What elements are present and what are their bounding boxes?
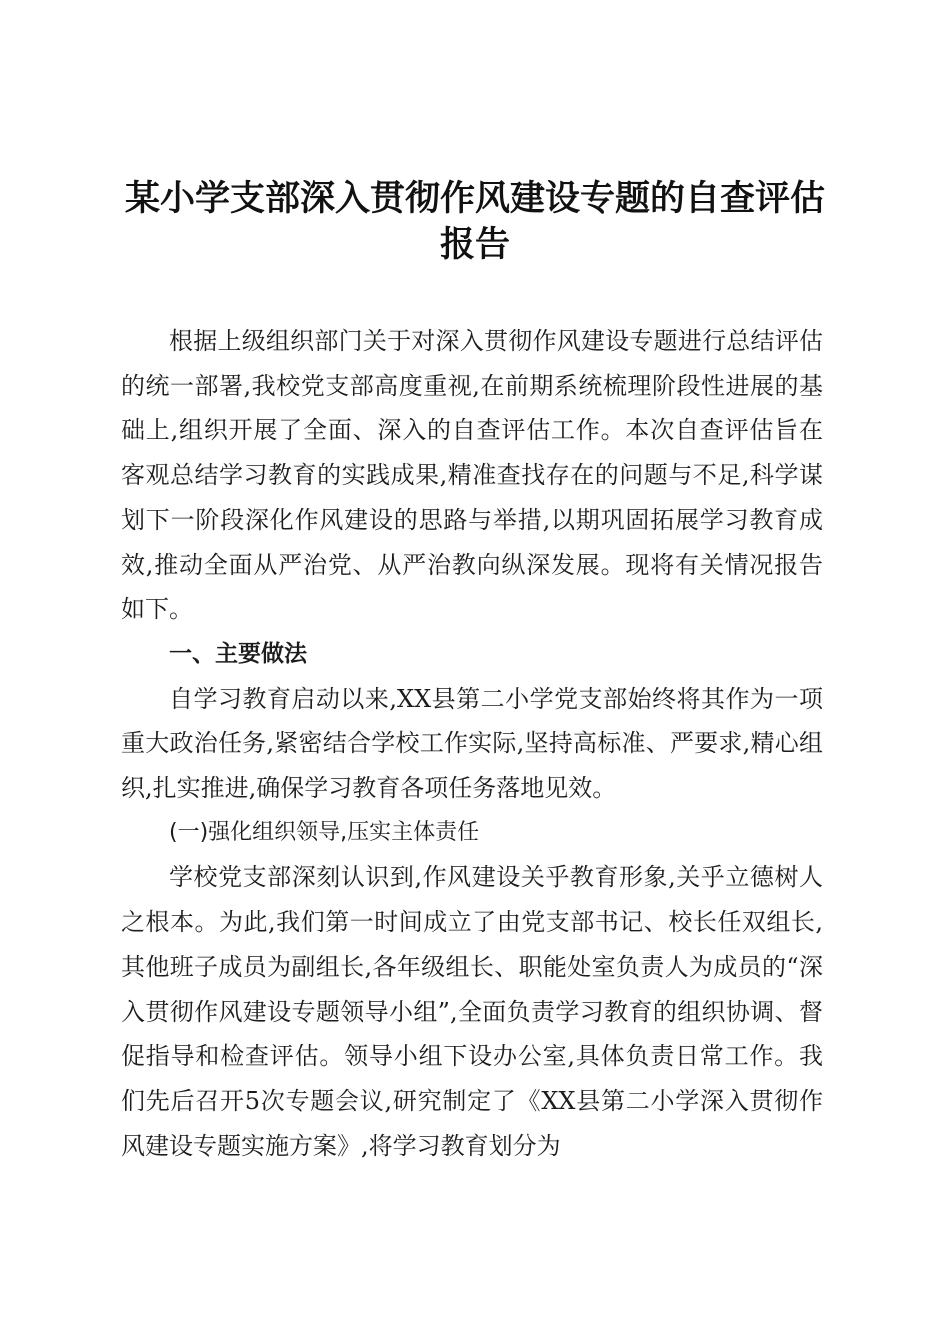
document-title: 某小学支部深入贯彻作风建设专题的自查评估报告 bbox=[124, 179, 825, 265]
subsection-heading-leadership: (一)强化组织领导,压实主体责任 bbox=[169, 819, 480, 845]
section-heading-main-practices: 一、主要做法 bbox=[169, 640, 307, 667]
section-intro-paragraph: 自学习教育启动以来,XX县第二小学党支部始终将其作为一项重大政治任务,紧密结合学校工作实际,坚持高标准、严要求,精心组织,扎实推进,确保学习教育各项任务落地见效。 bbox=[121, 684, 823, 803]
leadership-paragraph: 学校党支部深刻认识到,作风建设关乎教育形象,关乎立德树人之根本。为此,我们第一时间成立了由党支部书记、校长任双组长,其他班子成员为副组长,各年级组长、职能处室负责人为成员的“深入贯彻作风建设专题领导小组”,全面负责学习教育的组织协调、督促指导和检查评估。领导小组下设办公室,具体负责日常工作。我们先后召开5次专题会议,研究制定了《XX县第二小学深入贯彻作风建设专题实施方案》,将学习教育划分为 bbox=[121, 863, 823, 1160]
intro-paragraph: 根据上级组织部门关于对深入贯彻作风建设专题进行总结评估的统一部署,我校党支部高度重视,在前期系统梳理阶段性进展的基础上,组织开展了全面、深入的自查评估工作。本次自查评估旨在客观总结学习教育的实践成果,精准查找存在的问题与不足,科学谋划下一阶段深化作风建设的思路与举措,以期巩固拓展学习教育成效,推动全面从严治党、从严治教向纵深发展。现将有关情况报告如下。 bbox=[121, 327, 823, 624]
document-body bbox=[121, 319, 823, 1168]
